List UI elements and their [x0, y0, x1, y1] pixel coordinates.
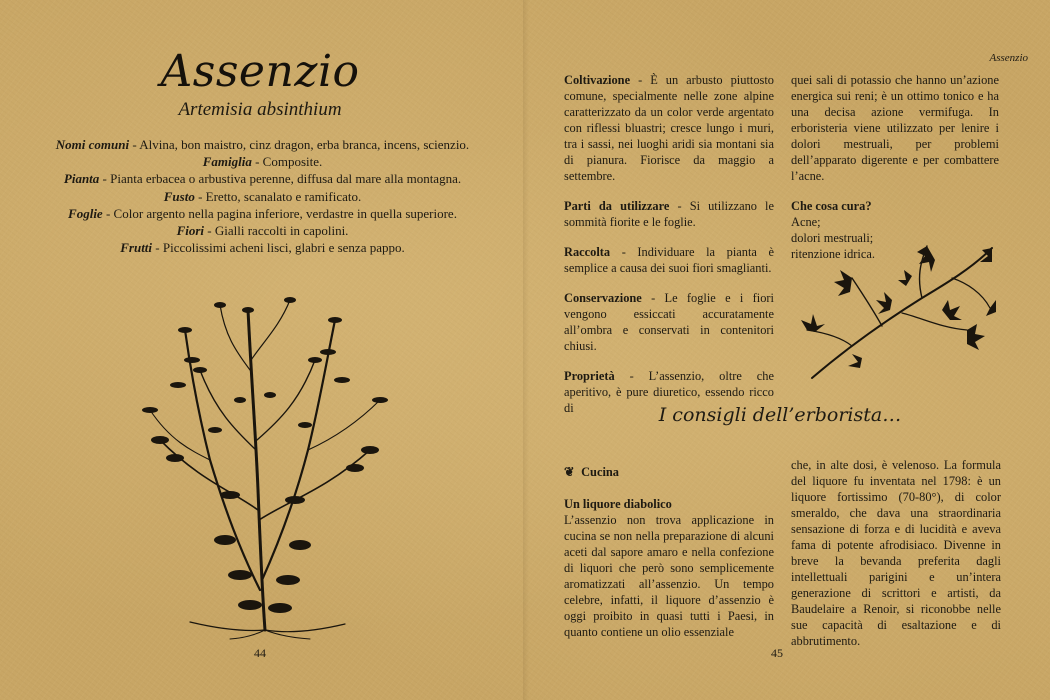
- wormwood-sprig-illustration: [792, 238, 997, 383]
- paragraph-cultivation: Coltivazione - È un arbusto piuttosto comune, specialmente nelle zone alpine caratterizzato da un color verde argentato con riflessi bluastri; cresce lungo i muri, tra i sassi, nei luoghi aridi sia montani sia di pianura. Fiorisce da maggio a settembre.: [564, 73, 774, 183]
- text-column-4: [791, 457, 1001, 663]
- paragraph-harvest: Raccolta - Individuare la pianta è semplice a causa dei suoi fiori smaglianti.: [564, 245, 774, 275]
- cures-item-2: dolori mestruali;: [791, 231, 874, 245]
- fact-stem: Fusto - Eretto, scanalato e ramificato.: [163, 188, 362, 204]
- recipe-text-continued: che, in alte dosi, è velenoso. La formula del liquore fu inventata nel 1798: è un liquore fortissimo (70-80°), di color smeraldo, che dava una straordinaria sensazione di forza e di lucidità e aveva fama di potente afrodisiaco. Divenne in breve la bevanda preferita dagli intellettuali parigini e un’intera generazione di scrittori e artisti, da Baudelaire a Renoir, si riconobbe nelle sue capacità di esaltazione e di abbrutimento.: [791, 458, 1001, 648]
- page-number-left: 44: [254, 646, 266, 660]
- section-title-herbalist-tips: I consigli dell’erborista…: [658, 404, 902, 426]
- recipe-text: L’assenzio non trova applicazione in cucina se non nella preparazione di alcuni aceti dal sapore amaro e nella confezione di liquori che però sono semplicemente aromatizzati all’assenzio. Un tempo celebre, infatti, il liquore d’assenzio è oggi proibito in quasi tutti i Paesi, in quanto contiene un olio essenziale: [564, 513, 774, 639]
- fact-plant: Pianta - Pianta erbacea o arbustiva perenne, diffusa dal mare alla montagna.: [63, 171, 462, 187]
- fact-leaves: Foglie - Color argento nella pagina inferiore, verdastre in quella superiore.: [68, 205, 457, 221]
- fact-fruits: Frutti - Piccolissimi acheni lisci, glabri e senza pappo.: [120, 240, 405, 256]
- text-column-3: [564, 464, 774, 654]
- plant-facts: [30, 136, 495, 256]
- running-header: Assenzio: [989, 52, 1028, 64]
- fact-common-names: Nomi comuni - Alvina, bon maistro, cinz dragon, erba branca, incens, scienzio.: [55, 137, 470, 152]
- fact-family: Famiglia - Composite.: [202, 154, 323, 170]
- fact-flowers: Fiori - Gialli raccolti in capolini.: [176, 223, 349, 239]
- page-number-right: 45: [771, 646, 783, 660]
- paragraph-properties: Proprietà - L’assenzio, oltre che aperitivo, è pure diuretico, essendo ricco di: [564, 369, 774, 415]
- cures-item-1: Acne;: [791, 215, 821, 229]
- page-title: Assenzio: [160, 46, 360, 97]
- paragraph-properties-continued: quei sali di potassio che hanno un’azione energica sui reni; è un ottimo tonico e ha una decisa azione vermifuga. In erboristeria viene utilizzato per lenire i dolori mestruali, per problemi dell’apparato digerente e per combattere l’acne.: [791, 73, 999, 183]
- botanical-name: Artemisia absinthium: [178, 99, 342, 120]
- kitchen-label: ❦ Cucina: [564, 465, 619, 479]
- wormwood-plant-illustration: [130, 290, 400, 640]
- paragraph-storage: Conservazione - Le foglie e i fiori vengono essiccati accuratamente all’ombra e conservati in contenitori chiusi.: [564, 291, 774, 353]
- text-column-1: [564, 72, 774, 430]
- recipe-title: Un liquore diabolico: [564, 497, 672, 511]
- text-column-2: [791, 72, 999, 262]
- cures-item-3: ritenzione idrica.: [791, 247, 875, 261]
- cures-heading: Che cosa cura?: [791, 199, 872, 213]
- leaf-icon: ❦: [564, 465, 575, 479]
- paragraph-parts: Parti da utilizzare - Si utilizzano le sommità fiorite e le foglie.: [564, 199, 774, 229]
